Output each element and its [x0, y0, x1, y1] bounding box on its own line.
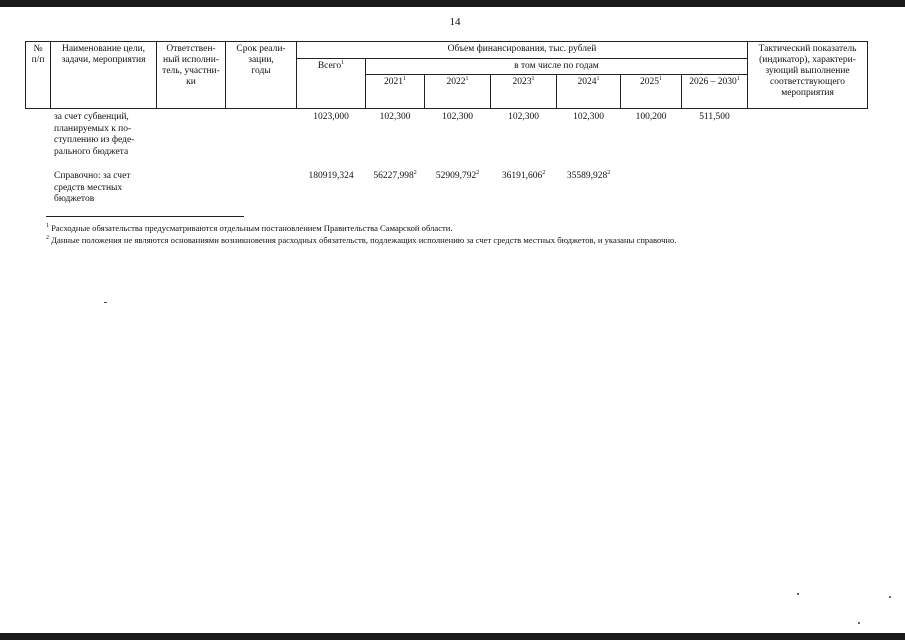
scan-speck	[858, 622, 860, 624]
header-year: 2025$^1$	[640, 75, 662, 87]
row-value: 56227,998$^2$	[373, 169, 417, 181]
header-col-name: Наименование цели, задачи, мероприятия	[61, 44, 146, 65]
footnote: $^2$ Данные положения не являются основаниями возникновения расходных обязательств, подлежащих исполнению за счет средств местных бюджетов, и указаны справочно.	[46, 235, 677, 245]
header-year: 2024$^1$	[577, 75, 600, 87]
row-name: за счет субвенций, планируемых к по- ступлению из феде- рального бюджета	[54, 112, 135, 157]
scan-speck	[104, 302, 107, 303]
row-value: 36191,606$^2$	[501, 169, 546, 181]
row-value: 100,200	[635, 112, 667, 122]
header-total-label: Всего	[317, 61, 342, 71]
row-value: 511,500	[699, 112, 730, 122]
header-col-term: Срок реали- зации, годы	[236, 44, 286, 76]
row-value: 102,300	[573, 112, 604, 122]
header-year: 2022$^1$	[446, 75, 469, 87]
scan-top-border	[0, 0, 905, 7]
header-year: 2021$^1$	[384, 75, 406, 87]
header-col-number: № п/п	[31, 44, 45, 65]
row-total: 1023,000	[313, 112, 349, 122]
row-value: 102,300	[379, 112, 411, 122]
row-value: 35589,928$^2$	[566, 169, 611, 181]
row-value: 102,300	[508, 112, 539, 122]
header-year: 2026 – 2030$^1$	[689, 75, 740, 87]
footnote-separator	[46, 216, 244, 217]
header-col-indicator: Тактический показатель (индикатор), характери- зующий выполнение соответствующего мероприятия	[758, 44, 857, 98]
header-finance-group: Объем финансирования, тыс. рублей	[447, 44, 597, 54]
row-total: 180919,324	[308, 171, 354, 181]
scan-bottom-border	[0, 633, 905, 640]
header-year: 2023$^1$	[512, 75, 535, 87]
row-name: Справочно: за счет средств местных бюджетов	[54, 171, 131, 204]
scan-speck	[797, 593, 799, 595]
row-value: 102,300	[442, 112, 473, 122]
scan-speck	[889, 596, 891, 598]
page-number: 14	[449, 16, 461, 28]
footnote: $^1$ Расходные обязательства предусматриваются отдельным постановлением Правительства Самарской области.	[46, 223, 453, 233]
header-col-total	[297, 61, 365, 72]
header-total-sup: 1	[341, 59, 345, 66]
header-col-responsible: Ответствен- ный исполни- тель, участни- ки	[162, 44, 220, 87]
row-value: 52909,792$^2$	[435, 169, 480, 181]
header-years-group: в том числе по годам	[514, 61, 599, 71]
